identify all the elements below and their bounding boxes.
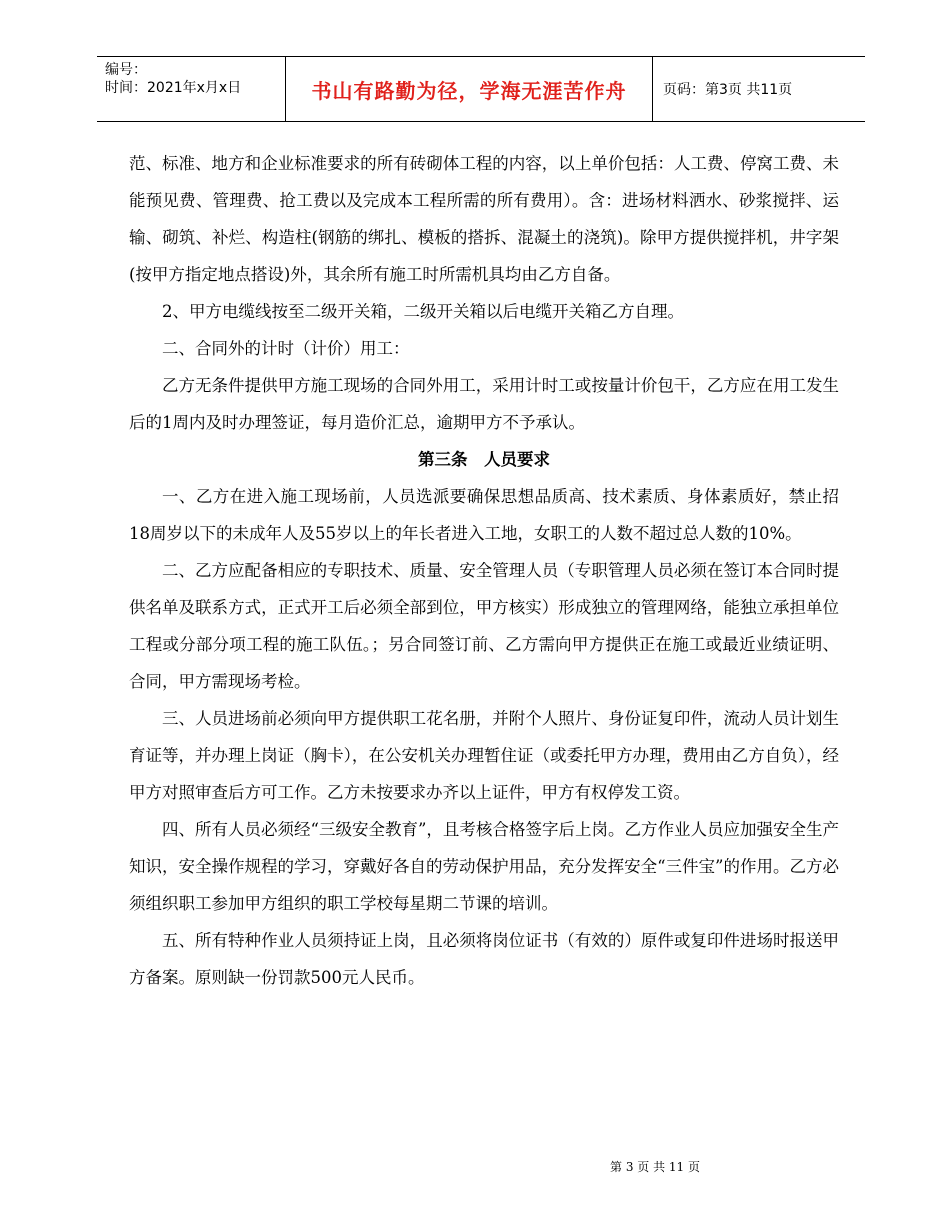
- paragraph-continued: 范、标准、地方和企业标准要求的所有砖砌体工程的内容，以上单价包括：人工费、停窝工费、未能预见费、管理费、抢工费以及完成本工程所需的所有费用）。含：进场材料洒水、砂浆搅拌、运输、砌筑、补烂、构造柱(钢筋的绑扎、模板的搭拆、混凝土的浇筑)。除甲方提供搅拌机，井字架(按甲方指定地点搭设)外，其余所有施工时所需机具均由乙方自备。: [129, 154, 839, 284]
- paragraph: 乙方无条件提供甲方施工现场的合同外用工，采用计时工或按量计价包干，乙方应在用工发生后的1周内及时办理签证，每月造价汇总，逾期甲方不予承认。: [129, 376, 839, 432]
- section-title: 第三条 人员要求: [418, 450, 550, 469]
- page-footer: [0, 1158, 950, 1175]
- paragraph: 二、合同外的计时（计价）用工：: [162, 339, 410, 358]
- paragraph: 五、所有特种作业人员须持证上岗，且必须将岗位证书（有效的）原件或复印件进场时报送甲方备案。原则缺一份罚款500元人民币。: [129, 931, 839, 987]
- paragraph: 三、人员进场前必须向甲方提供职工花名册，并附个人照片、身份证复印件，流动人员计划生育证等，并办理上岗证（胸卡），在公安机关办理暂住证（或委托甲方办理，费用由乙方自负），经甲方对照审查后方可工作。乙方未按要求办齐以上证件，甲方有权停发工资。: [129, 709, 839, 802]
- paragraph: 2、甲方电缆线按至二级开关箱，二级开关箱以后电缆开关箱乙方自理。: [162, 302, 684, 321]
- paragraph: 一、乙方在进入施工现场前，人员选派要确保思想品质高、技术素质、身体素质好，禁止招18周岁以下的未成年人及55岁以上的年长者进入工地，女职工的人数不超过总人数的10%。: [129, 487, 839, 543]
- number-label: 编号：: [105, 62, 147, 78]
- header-page-info: 页码：第3页 共11页: [663, 82, 793, 98]
- document-header: [97, 56, 865, 122]
- header-motto: 书山有路勤为径，学海无涯苦作舟: [286, 57, 653, 121]
- document-body: [129, 145, 839, 996]
- time-label: 时间：2021年x月x日: [105, 80, 242, 96]
- footer-page-number: 第 3 页 共 11 页: [610, 1160, 700, 1174]
- paragraph: 四、所有人员必须经“三级安全教育”，且考核合格签字后上岗。乙方作业人员应加强安全生产知识，安全操作规程的学习，穿戴好各自的劳动保护用品，充分发挥安全“三件宝”的作用。乙方必须组织职工参加甲方组织的职工学校每星期二节课的培训。: [129, 820, 839, 913]
- paragraph: 二、乙方应配备相应的专职技术、质量、安全管理人员（专职管理人员必须在签订本合同时提供名单及联系方式，正式开工后必须全部到位，甲方核实）形成独立的管理网络，能独立承担单位工程或分部分项工程的施工队伍。；另合同签订前、乙方需向甲方提供正在施工或最近业绩证明、合同，甲方需现场考检。: [129, 561, 839, 691]
- header-meta: [97, 57, 286, 121]
